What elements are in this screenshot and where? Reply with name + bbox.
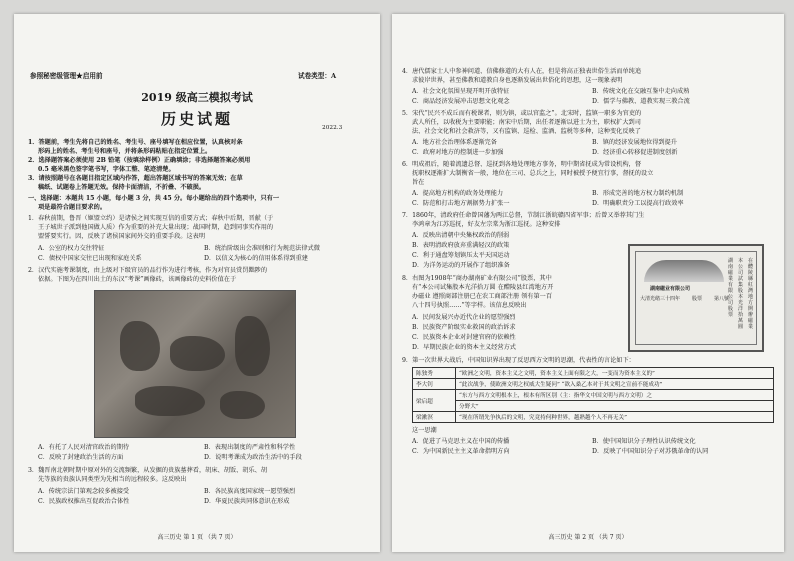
question-1-text: 盟誓要实行。因，反映了诸侯国家间外交的重要手段。这表明 <box>38 233 206 240</box>
option-c: C．为中国新民主主义革命指明方向 <box>412 448 510 455</box>
question-1-text: 1．春秋前期，鲁晋（姬盟立约）是诸侯之间实现互信的重要方式；春秋中后期，晋献（于 <box>28 215 274 222</box>
note-line: 稿纸、试题卷上答题无效。保持卡面清洁，不折叠、不破损。 <box>38 184 206 191</box>
option-c: C．民族政权推出互促政治合体性 <box>38 498 130 505</box>
question-4-text: 求彼岸世界，甚至佛教和道教自身也逐渐发展出世俗化的思想，这一现象表明 <box>412 77 623 84</box>
option-d: D．为洋务运动的开展作了组织准备 <box>412 262 510 269</box>
question-8-text: 办磁业 遵照商部注册已在农工商部注册 领有第一百 <box>412 293 553 300</box>
option-a: A．提高地方机构的政务处理能力 <box>412 190 504 197</box>
option-a: A．公室的权力交往特征 <box>38 245 105 252</box>
table-row <box>413 401 774 412</box>
option-b: B．统治阶级出会准则和行为规范法律式微 <box>204 245 320 252</box>
page-footer: 高三历史 第 1 页 （共 7 页） <box>157 534 237 541</box>
note-line: 3．请按照题号在各题目指定区域内作答，超出答题区域书写的答案无效；在草 <box>28 175 243 182</box>
option-b: B．民族资产阶级实业救国的政治诉求 <box>412 324 516 331</box>
option-c: C．商品经济发展冲击思想文化观念 <box>412 98 510 105</box>
option-a: A．反映出清朝中央集权政治的削弱 <box>412 232 510 239</box>
option-a: A．社会文化氛围呈现开明开放特征 <box>412 88 510 95</box>
question-8-text: 有“本公司试集股本光洋拾万圆 在醴陵县红湾地方开 <box>412 284 554 291</box>
certificate-number: 第八號 <box>714 296 730 302</box>
note-line: 0.5 毫米黑色签字笔书写，字体工整、笔迹清楚。 <box>38 166 175 173</box>
question-6-text: 6．明成祖后，随着流遗总督、巡抚到各地处理地方事务，明中期省抚成为常设机构，督 <box>402 161 642 168</box>
han-brick-relief-image <box>94 290 296 438</box>
table-cell: 梁启超 <box>413 390 456 412</box>
option-a: A．有托了人民对清官政治的期待 <box>38 444 130 451</box>
table-row <box>413 412 774 423</box>
option-c: C．利于通盘筹划镇压太平天国运动 <box>412 252 510 259</box>
option-a: A．促进了马克思主义在中国的传播 <box>412 438 510 445</box>
option-b: B．镇的经济发展地位得到提升 <box>592 139 677 146</box>
option-a: A．地方社会治理体系逐渐完备 <box>412 139 497 146</box>
option-d: D．华夏民族共同体意识在形成 <box>204 498 290 505</box>
option-b: B．各民族高度国家统一愿望强烈 <box>204 488 296 495</box>
certificate-column: 本公司試集股本光洋拾萬圓 <box>738 258 744 330</box>
option-b: B．表明清政府放弃重满轻汉的政策 <box>412 242 510 249</box>
question-1-text: 王子城世子派到他国做人质）作为重要的补充大量出现；战国时期，趋到同事实作用的 <box>38 224 274 231</box>
certificate-column: 在醴陵縣紅灣地方開辦磁業 <box>748 258 754 330</box>
option-c: C．防范和打击地方割据势力扩张一 <box>412 200 510 207</box>
certificate-title: 湖南磁业有限公司 <box>650 286 691 292</box>
question-7-text: 李鸿章为江苏巡抚，好友左宗棠为浙江巡抚。这种安排 <box>412 221 561 228</box>
option-b: B．表现出制度的严肃性和科学性 <box>204 444 296 451</box>
exam-date: 2022.3 <box>322 125 343 131</box>
table-cell: 陈独秀 <box>413 368 456 379</box>
table-row <box>413 390 774 401</box>
note-line: 形码上的姓名、考生号和座号，并将条形码粘贴在指定位置上。 <box>38 148 212 155</box>
table-cell: “此次战争，使欧洲文明之权威大生疑问” “欲入桑乙本对于其文明之宣前不能成功” <box>456 379 774 390</box>
certificate-label: 股票 <box>692 296 703 302</box>
option-d: D．儒学与佛教、道教实现三教合流 <box>592 98 690 105</box>
certificate-column: 湖南磁業有限公司股票 <box>728 258 734 318</box>
section-heading: 项是最符合题目要求的。 <box>38 204 107 211</box>
table-cell: 分野大” <box>456 401 774 412</box>
option-d: D．明确职责分工以提高行政效率 <box>592 200 684 207</box>
question-6-text: 旨在 <box>412 179 425 186</box>
option-d: D．反映了中国知识分子对苏俄革命的认同 <box>592 448 709 455</box>
option-a: A．民间发展兴办近代企业的愿望强烈 <box>412 314 516 321</box>
page-footer: 高三历史 第 2 页 （共 7 页） <box>548 534 628 541</box>
question-2-text: 依据。下图为在四川出土的东汉“考课”画像砖，该画像砖的史料价值在于 <box>38 276 237 283</box>
question-5-text: 5．宋代“民兴不成丘而有税课者，则为镇，或以官监之”。北宋时，监镇一职多为官吏的 <box>402 110 642 117</box>
exam-title: 2019 级高三模拟考试 <box>141 91 253 104</box>
subject-title: 历史试题 <box>160 110 233 128</box>
question-5-text: 武人所任，以收税为主要职能；南宋中后期，出任者逐渐以进士为主，职权扩大到司 <box>412 119 641 126</box>
question-7-text: 7．1860年，清政府任命曾国藩为两江总督，节制江浙皖赣四省军事；后曾又举荐其门生 <box>402 212 645 219</box>
question-9-text: 9．第一次世界大战后，中国知识界出现了反思西方文明的思潮，代表性的言论如下： <box>402 357 635 364</box>
question-6-text: 抚职权逐渐扩大制衡省一般，地位在三司、总兵之上，同时被授予便宜行事，督抚的设立 <box>412 170 654 177</box>
option-c: C．债权中国家交往已出现和家庭关系 <box>38 255 142 262</box>
paper-type: 试卷类型：A <box>298 72 337 80</box>
share-certificate-image <box>628 244 764 352</box>
question-2-text: 2．汉代实施考课制度，由上级对下级官员的品行作为进行考核，作为对官员赏罚黜陟的 <box>28 267 268 274</box>
option-d: D．说明考课成为政治生活中的手段 <box>204 454 302 461</box>
question-8-text: 八十四号执照……”等字样。该信息反映出 <box>412 302 527 309</box>
option-d: D．经济重心转移促进制度创新 <box>592 149 678 156</box>
certificate-date: 大清光绪三十四年 <box>640 296 681 302</box>
table-row <box>413 379 774 390</box>
exam-page-1 <box>14 14 380 552</box>
section-heading: 一、选择题：本题共 15 小题，每小题 3 分，共 45 分。每小题给出的四个选项中，只有一 <box>28 195 280 202</box>
question-3-text: 先等族的贵族认同类型为先相当的远程较多。这反映出 <box>38 476 187 483</box>
table-cell: “欧洲之文明，资本主义之文明，资本主义上面有限之大，一变而为资本主义的” <box>456 368 774 379</box>
certificate-vignette <box>644 260 724 282</box>
table-cell: “东方与西方文明根本上，根本有所区别（主：指华文中国文明与西方文明）之 <box>456 390 774 401</box>
table-cell: 梁漱溟 <box>413 412 456 423</box>
option-b: B．使中国知识分子理性认识传统文化 <box>592 438 696 445</box>
option-b: B．传统文化在交融互鉴中走向成熟 <box>592 88 690 95</box>
option-d: D．以信义为核心的信用体系得到重建 <box>204 255 308 262</box>
question-5-text: 法、社会文化和社会救济等，又有监镇、巡检、监酒、监税等多种，这种变化反映了 <box>412 128 641 135</box>
table-row <box>413 368 774 379</box>
question-3-text: 3．魏晋南北朝时期中原对外的交流频繁，从发掘的贵族墓葬看，胡床、胡饭、胡乐、胡 <box>28 467 268 474</box>
table-cell: “现在所谓先争执后的文明，究竟持何种世界，越熟越个人不再无关” <box>456 412 774 423</box>
note-line: 1．答题前，考生先将自己的姓名、考生号、座号填写在相应位置，认真核对条 <box>28 139 243 146</box>
option-c: C．民族资本企业对封建官府的依赖性 <box>412 334 516 341</box>
exam-page-2 <box>392 14 784 552</box>
note-line: 2．选择题答案必须使用 2B 铅笔（按填涂样例）正确填涂；非选择题答案必须用 <box>28 157 251 164</box>
quote-table <box>412 367 774 423</box>
option-c: C．反映了封建政治生活的方面 <box>38 454 124 461</box>
question-4-text: 4．唐代儒家士人中参神问道、信佛修道的大有人在，但是将高正独表世俗生活而单纯追 <box>402 68 642 75</box>
confidential-header: 参照秘密级管理★启用前 <box>30 72 103 80</box>
option-a: A．传统宗法门第观念较多被接受 <box>38 488 130 495</box>
question-9-stem: 这一思潮 <box>412 427 437 434</box>
table-cell: 李大钊 <box>413 379 456 390</box>
option-d: D．早期民族企业的资本主义经营方式 <box>412 344 516 351</box>
option-b: B．形成完善的地方权力制约机制 <box>592 190 684 197</box>
option-c: C．政府对地方的控制进一步加强 <box>412 149 504 156</box>
question-8-text: 8．右图为1908年“商办湖南矿业有限公司”股票，其中 <box>402 275 552 282</box>
